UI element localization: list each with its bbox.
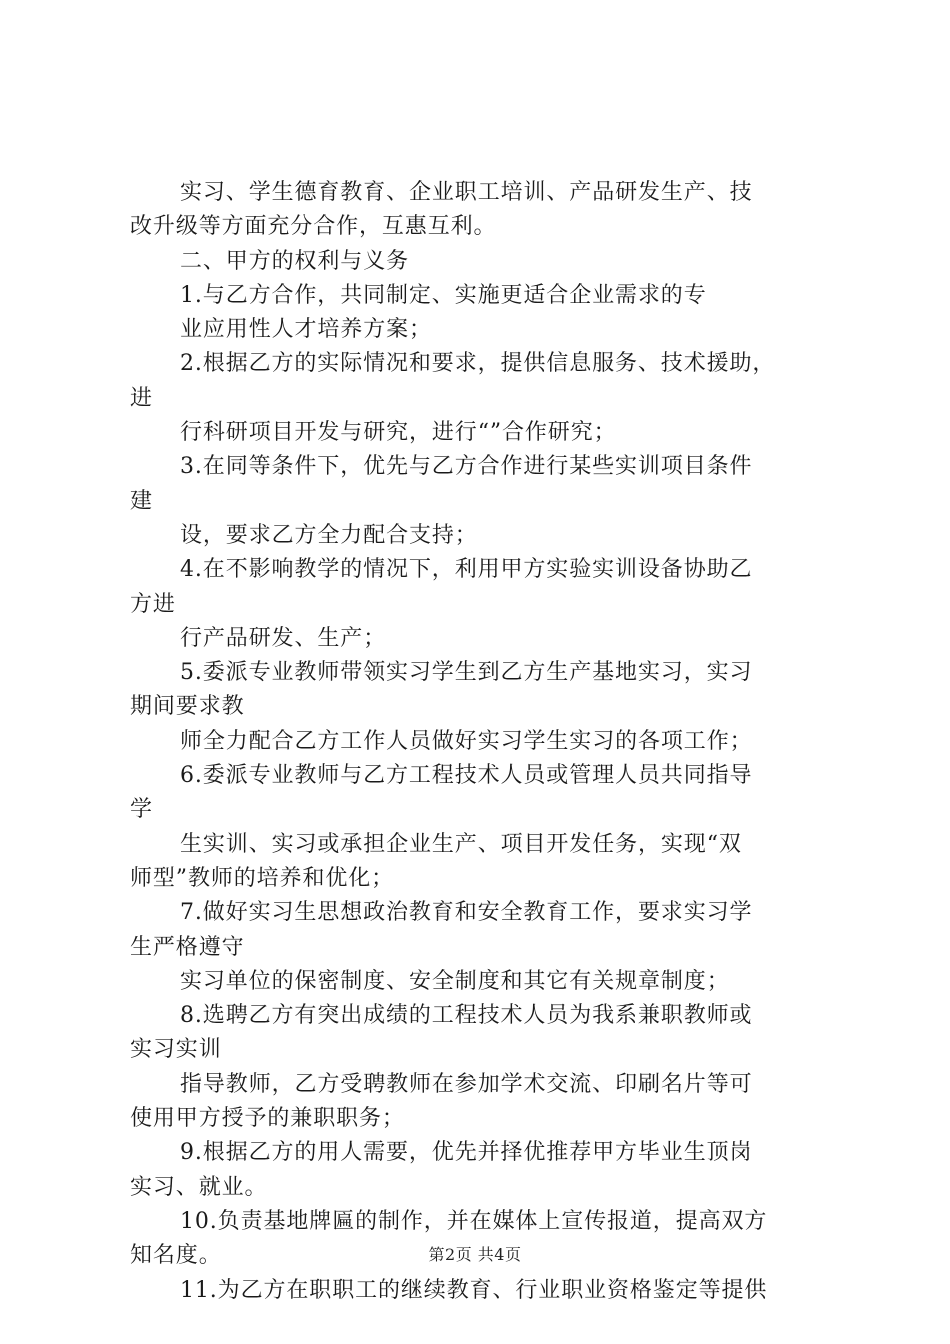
- text-line: 生实训、实习或承担企业生产、项目开发任务，实现“双: [180, 831, 742, 857]
- text-line: 2.根据乙方的实际情况和要求，提供信息服务、技术援助，: [180, 351, 776, 377]
- text-line: 10.负责基地牌匾的制作，并在媒体上宣传报道，提高双方: [180, 1208, 768, 1234]
- text-line: 建: [130, 488, 153, 514]
- text-line: 6.委派专业教师与乙方工程技术人员或管理人员共同指导: [180, 763, 753, 789]
- text-line: 知名度。: [130, 1243, 222, 1269]
- text-line: 进: [130, 385, 153, 411]
- page-footer: 第2页 共4页: [428, 1245, 522, 1264]
- text-line: 行科研项目开发与研究，进行“”合作研究；: [180, 420, 617, 446]
- text-line: 方进: [130, 591, 176, 617]
- text-line: 学: [130, 797, 153, 823]
- text-line: 指导教师，乙方受聘教师在参加学术交流、印刷名片等可: [180, 1071, 753, 1097]
- text-line: 期间要求教: [130, 694, 245, 720]
- document-body: [130, 176, 840, 1308]
- text-line: 1.与乙方合作，共同制定、实施更适合企业需求的专: [180, 282, 707, 308]
- text-line: 师型”教师的培养和优化；: [130, 865, 395, 891]
- text-line: 设，要求乙方全力配合支持；: [180, 522, 478, 548]
- text-line: 7.做好实习生思想政治教育和安全教育工作，要求实习学: [180, 900, 753, 926]
- text-line: 业应用性人才培养方案；: [180, 317, 432, 343]
- text-line: 师全力配合乙方工作人员做好实习学生实习的各项工作；: [180, 728, 753, 754]
- text-line: 实习、就业。: [130, 1174, 268, 1200]
- text-line: 9.根据乙方的用人需要，优先并择优推荐甲方毕业生顶岗: [180, 1140, 753, 1166]
- text-line: 二、甲方的权利与义务: [180, 248, 410, 274]
- text-line: 11.为乙方在职职工的继续教育、行业职业资格鉴定等提供: [180, 1277, 768, 1303]
- text-line: 4.在不影响教学的情况下，利用甲方实验实训设备协助乙: [180, 557, 753, 583]
- text-line: 8.选聘乙方有突出成绩的工程技术人员为我系兼职教师或: [180, 1003, 753, 1029]
- text-line: 生严格遵守: [130, 934, 245, 960]
- text-line: 改升级等方面充分合作，互惠互利。: [130, 214, 497, 240]
- text-line: 5.委派专业教师带领实习学生到乙方生产基地实习，实习: [180, 660, 753, 686]
- text-line: 实习单位的保密制度、安全制度和其它有关规章制度；: [180, 968, 730, 994]
- text-line: 行产品研发、生产；: [180, 625, 387, 651]
- text-line: 实习实训: [130, 1037, 222, 1063]
- text-line: 3.在同等条件下，优先与乙方合作进行某些实训项目条件: [180, 454, 753, 480]
- text-line: 使用甲方授予的兼职职务；: [130, 1106, 405, 1132]
- text-line: 实习、学生德育教育、企业职工培训、产品研发生产、技: [180, 180, 753, 205]
